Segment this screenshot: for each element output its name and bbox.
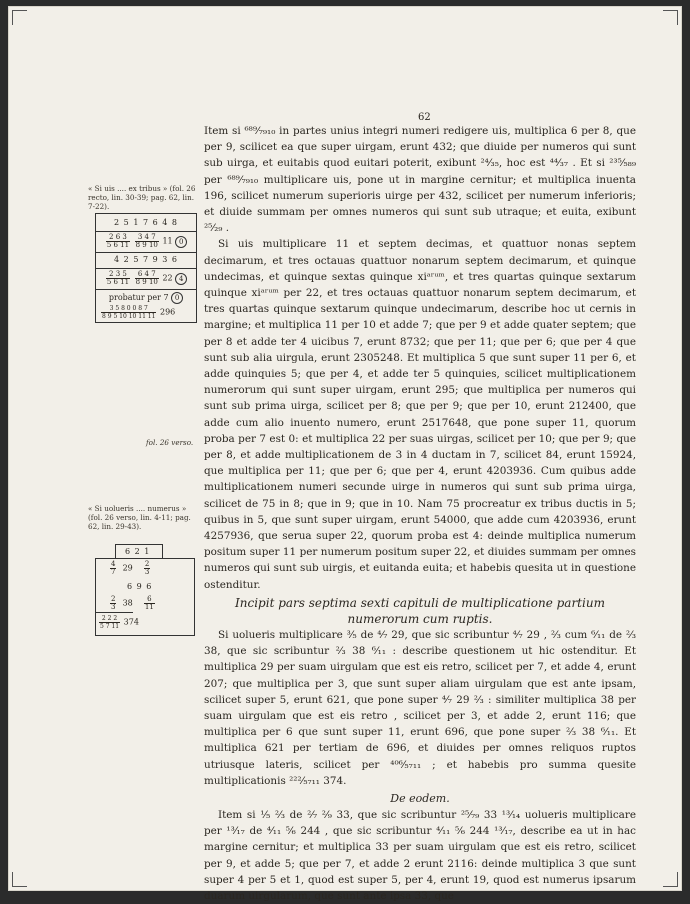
section-heading: Incipit pars septima sexti capituli de multiplicatione partium numerorum cum ruptis. [235, 595, 605, 626]
paragraph-2: Si uis multiplicare 11 et septem decimas, et quattuor nonas septem decimarum, et tres octauas quattuor nonarum septem decimarum, et quinque undecimas, et quinque sextas quinque xiᵃʳᵘᵐ, et tres quartas quinque sextarum quinque xiᵃʳᵘᵐ per 22, et tres octauas quattuor nonarum septem decimarum, et tres quartas quinque sextarum quinque undecimarum, describe hoc ut cernis in margine; et multiplica 11 per 10 et adde 7; que per 9 et adde quater septem; que per 8 et adde ter 4 uicibus 7, erunt 8732; que per 11; que per 6; que per 4 que sunt sub alia uirgula, erunt 2305248. Et multiplica 5 que sunt super 11 per 6, et adde quinquies 5; que per 4, et adde ter 5 quinquies, scilicet multiplicationem numerorum qui sunt super uirgam, erunt 295; que multiplica per numeros qui sunt sub prima uirga, scilicet per 8; que per 9; que per 10, erunt 212400, que adde cum alio inuento numero, erunt 2517648, que pone super 11, quorum proba per 7 est 0: et multiplica 22 per suas uirgas, scilicet per 10; que per 9; que per 8, et adde multiplicationem de 3 in 4 ductam in 7, scilicet 84, erunt 15924, que multiplica per 11; que per 6; que per 4, erunt 4203936. Cum quibus adde multiplicationem numeri secunde uirge in numeros qui sunt sub prima uirga, scilicet de 75 in 8; que in 9; que in 10. Nam 75 procreatur ex tribus ductis in 5; quibus in 5, que sunt super uirgam, erunt 54000, que adde cum 4203936, erunt 4257936, que serua super 22, quorum proba est 4: deinde multiplica numerum positum super 11 per numerum positum super 22, et diuides summam per omnes numeros qui sunt sub uirgis, et euitanda euita; et habebis quesita ut in questione ostenditur. [204, 238, 636, 591]
page-number: 62 [418, 112, 431, 123]
divider [96, 231, 196, 232]
box1-row-5: probatur per 7 0 [96, 292, 196, 304]
paragraph-4: Item si ¹⁄₅ ²⁄₃ de ²⁄₇ ²⁄₉ 33, que sic scribuntur ²⁵⁄₇₉ 33 ¹³⁄₁₄ uolueris multiplicare per ¹³⁄₁₇ de ⁴⁄₁₁ ⁵⁄₆ 244 , que sic scribuntur ⁴⁄₁₁ ⁵⁄₆ 244 ¹³⁄₁₇, describe ea ut in hac margine cernitur; et multiplica 33 per suam uirgulam que est eis retro, scilicet per 9, et adde 5; que per 7, et adde 2 erunt 2116: deinde multiplica 3 que sunt super 4 per 5 et 1, quod est super 5, per 4, erunt 19, quod est numerus ipsarum duarum uirgularum, que sunt ante ipsa 33, que [204, 808, 636, 902]
proof-circle: 0 [175, 236, 187, 248]
margin-note-1: « Si uis .... ex tribus » (fol. 26 recto, lin. 30-39; pag. 62, lin. 7-22). [88, 184, 196, 211]
proof-circle: 4 [175, 273, 187, 285]
box1-row-4: $\frac{2 3 5}{5 6 11}$ $\frac{6 4 7}{8 9 10}$ 22 4 [96, 271, 196, 286]
subsection-heading: De eodem. [390, 791, 450, 805]
margin-computation-box-1 [95, 213, 197, 323]
main-text [204, 123, 636, 904]
box2-top: 6 2 1 [125, 547, 151, 556]
box1-row-3: 4 2 5 7 9 3 6 [114, 255, 178, 264]
box2-row-3: $\frac{2}{3}$ 38 $\frac{6}{11}$ [111, 595, 154, 611]
box1-row-2: $\frac{2 6 3}{5 6 11}$ $\frac{3 4 7}{8 9 10}$ 11 0 [96, 234, 196, 249]
box1-row-1: 2 5 1 7 6 4 8 [114, 218, 178, 227]
paragraph-1: Item si ⁶⁸⁹⁄₇₉₁₀ in partes unius integri numeri redigere uis, multiplica 6 per 8, que per 9, scilicet ea que super uirgam, erunt 432; que diuide per numeros qui sunt sub uirga, et euitabis quod euitari poterit, exibunt ²⁴⁄₃₅, hoc est ⁴⁴⁄₃₇ . Et si ²³⁵⁄₅₈₉ per ⁶⁸⁹⁄₇₉₁₀ multiplicare uis, pone ut in margine cernitur; et multiplica inuenta 196, scilicet numerum superioris uirge per 432, scilicet per numerum inferioris; et diuide summam per omnes numeros qui sunt sub utraque; et euita, exibunt ²⁵⁄₂₉ . [204, 125, 636, 235]
divider [96, 268, 196, 269]
box2-row-2: 6 9 6 [127, 582, 153, 591]
proof-circle: 0 [171, 292, 183, 304]
book-page [8, 6, 682, 902]
crop-mark [663, 872, 678, 887]
paragraph-3: Si uolueris multiplicare ³⁄₅ de ⁴⁄₇ 29, que sic scribuntur ⁴⁄₇ 29 , ²⁄₃ cum ⁶⁄₁₁ de ²⁄₃ 38, que sic scribuntur ²⁄₃ 38 ⁶⁄₁₁ : describe questionem ut hic ostenditur. Et multiplica 29 per suam uirgulam que est eis retro, scilicet per 7, et adde 4, erunt 207; que multiplica per 3, que sunt super aliam uirgulam que est ante ipsam, scilicet super 5, erunt 621, que pone super ⁴⁄₇ 29 ²⁄₃ : similiter multiplica 38 per suam uirgulam que est eis retro , scilicet per 3, et adde 2, erunt 116; que multiplica per 6 que sunt super 11, erunt 696, que pone super ²⁄₃ 38 ⁶⁄₁₁. Et multiplica 621 per tertiam de 696, et diuides per omnes reliquos ruptos utriusque lateris, scilicet per ⁴⁰⁶⁄₅₇₁₁ ; et habebis pro summa quesite multiplicationis ²²²⁄₅₇₁₁ 374. [204, 628, 636, 787]
crop-mark [12, 10, 27, 25]
crop-mark [12, 872, 27, 887]
box1-row-6: $\frac{3 5 8 0 0 8 7}{8 9 5 10 10 11 11}$ 296 [102, 305, 176, 320]
margin-folio-ref: fol. 26 verso. [146, 438, 194, 447]
divider [96, 252, 196, 253]
margin-note-2: « Si uolueris .... numerus » (fol. 26 verso, lin. 4-11; pag. 62, lin. 29-43). [88, 504, 191, 531]
box2-row-4: $\frac{2 2 2}{5 7 11}$ 374 [100, 615, 139, 630]
box2-row-1: $\frac{4}{7}$ 29 $\frac{2}{3}$ [111, 560, 150, 576]
divider [95, 612, 133, 613]
crop-mark [663, 10, 678, 25]
divider [96, 289, 196, 290]
margin-computation-box-2 [95, 544, 193, 634]
